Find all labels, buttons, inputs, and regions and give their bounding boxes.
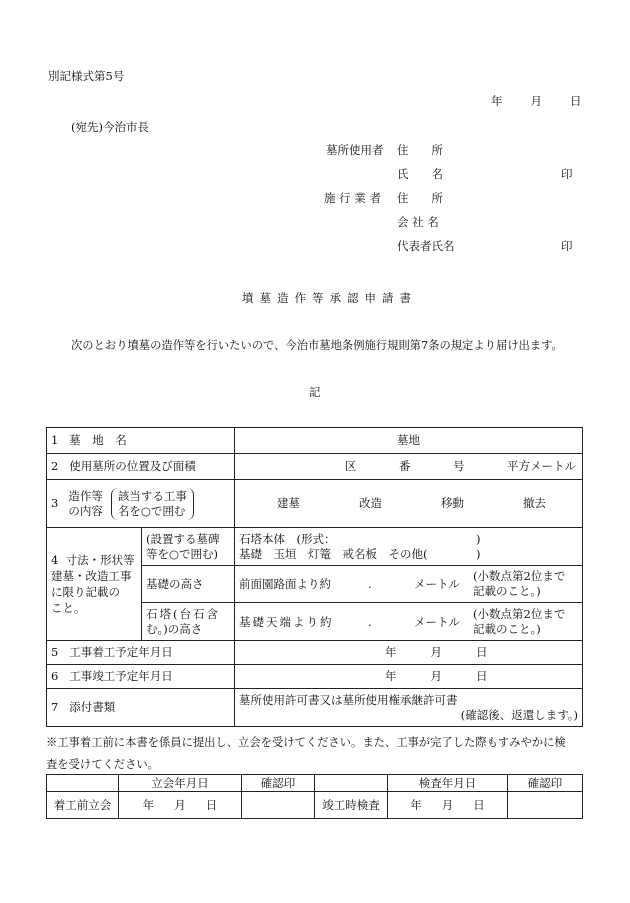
cemetery-suffix: 墓地 xyxy=(397,433,421,447)
option-build[interactable]: 建墓 xyxy=(277,496,301,510)
attachments-line1: 墓所使用許可書又は墓所使用権承継許可書 xyxy=(239,692,458,707)
monument-line1: 石塔本体 (形式： xyxy=(239,531,336,546)
post-confirm-cell[interactable] xyxy=(508,792,583,819)
foundation-dot: . xyxy=(368,577,372,591)
foundation-unit: メートル xyxy=(414,577,461,591)
post-day: 日 xyxy=(473,797,485,812)
row4-label1: 寸法・形状等 xyxy=(65,553,135,567)
monument-sub2: 等を○で囲む) xyxy=(146,546,219,561)
row2-label: 使用墓所の位置及び面積 xyxy=(69,459,196,473)
post-confirm-header: 確認印 xyxy=(508,775,583,792)
day-label: 日 xyxy=(570,94,582,108)
row4-label4: こと。 xyxy=(51,601,86,615)
attachments-line2: (確認後、返還します。) xyxy=(460,707,579,722)
foundation-sub-cell xyxy=(142,566,235,603)
post-label: 竣工時検査 xyxy=(315,792,388,819)
applicant-seal: 印 xyxy=(561,167,573,181)
monument-type-cell[interactable] xyxy=(235,528,583,566)
start-year: 年 xyxy=(385,645,397,659)
row1-label: 墓 地 名 xyxy=(69,433,127,447)
inspection-table xyxy=(46,774,583,819)
pre-day: 日 xyxy=(205,797,218,812)
start-month: 月 xyxy=(430,645,443,659)
row3-label-cell xyxy=(47,480,235,528)
end-year: 年 xyxy=(385,669,397,683)
blank-header-cell-2 xyxy=(315,775,388,792)
row3-num: 3 xyxy=(51,496,59,510)
pre-date-cell[interactable] xyxy=(119,792,242,819)
applicant-user-label: 墓所使用者 xyxy=(326,143,384,157)
applicant-address-label: 住 所 xyxy=(397,143,443,157)
row4-label-cell xyxy=(47,528,142,641)
tower-dot: . xyxy=(368,614,372,629)
form-id: 別記様式第5号 xyxy=(48,69,125,83)
row5-label-cell xyxy=(47,641,235,665)
post-date-header: 検査年月日 xyxy=(388,775,508,792)
row4-label3: に限り記載の xyxy=(51,585,120,599)
row7-label-cell xyxy=(47,689,235,727)
go-label: 号 xyxy=(453,459,465,473)
notice-line1: ※工事着工前に本書を係員に提出し、立会を受けてください。また、工事が完了した際もすみやかに検 xyxy=(46,736,566,749)
monument-close1: ) xyxy=(476,531,481,546)
start-day: 日 xyxy=(476,645,488,659)
end-day: 日 xyxy=(476,669,488,683)
tower-note2: 記載のこと。) xyxy=(473,621,541,636)
pre-date-header: 立会年月日 xyxy=(119,775,242,792)
tower-sub-cell xyxy=(142,603,235,641)
row3-bracket1: 該当する工事 xyxy=(117,488,187,503)
row1-label-cell xyxy=(47,428,235,454)
end-date-cell[interactable] xyxy=(235,665,583,689)
row7-num: 7 xyxy=(51,700,59,714)
monument-line2: 基礎 玉垣 灯篭 戒名板 その他( xyxy=(239,546,428,561)
pre-confirm-header: 確認印 xyxy=(242,775,315,792)
row4-num: 4 xyxy=(51,553,59,567)
document-title: 墳墓造作等承認申請書 xyxy=(242,291,417,305)
row5-label: 工事着工予定年月日 xyxy=(69,645,173,659)
ban-label: 番 xyxy=(399,459,411,473)
row6-label: 工事竣工予定年月日 xyxy=(69,669,173,683)
contractor-rep-label: 代表者氏名 xyxy=(397,239,455,253)
row6-label-cell xyxy=(47,665,235,689)
date-line xyxy=(491,93,582,109)
monument-sub-cell xyxy=(142,528,235,566)
row5-num: 5 xyxy=(51,645,59,659)
year-label: 年 xyxy=(491,94,503,108)
contractor-company-label: 会 社 名 xyxy=(397,215,439,229)
row6-num: 6 xyxy=(51,669,59,683)
row1-num: 1 xyxy=(51,433,59,447)
foundation-text: 前面園路面より約 xyxy=(239,577,332,591)
option-remove[interactable]: 撤去 xyxy=(523,496,547,510)
start-date-cell[interactable] xyxy=(235,641,583,665)
tower-sub2: む。)の高さ xyxy=(146,621,203,636)
contractor-address-label: 住 所 xyxy=(397,191,443,205)
pre-month: 月 xyxy=(174,797,186,812)
pre-year: 年 xyxy=(142,797,155,812)
tower-unit: メートル xyxy=(414,614,461,629)
row3-bracket2: 名を○で囲む xyxy=(117,503,186,518)
foundation-height-cell[interactable] xyxy=(235,566,583,603)
ki-label: 記 xyxy=(309,385,321,399)
ku-label: 区 xyxy=(345,459,357,473)
row7-label: 添付書類 xyxy=(69,700,116,714)
month-label: 月 xyxy=(530,94,542,108)
application-table xyxy=(46,427,583,727)
cemetery-name-cell[interactable] xyxy=(235,428,583,454)
row3-label2: の内容 xyxy=(68,503,103,518)
pre-confirm-cell[interactable] xyxy=(242,792,315,819)
row3-label1: 造作等 xyxy=(68,488,103,503)
area-unit: 平方メートル xyxy=(507,459,577,473)
tower-text: 基礎天端より約 xyxy=(239,614,334,629)
foundation-sub: 基礎の高さ xyxy=(146,576,204,591)
foundation-note2: 記載のこと。) xyxy=(473,584,541,598)
option-modify[interactable]: 改造 xyxy=(359,496,383,510)
notice-line2: 査を受けてください。 xyxy=(46,758,159,771)
tower-note1: (小数点第2位まで xyxy=(473,606,566,621)
option-move[interactable]: 移動 xyxy=(441,496,465,510)
contractor-seal: 印 xyxy=(561,239,573,253)
work-type-cell xyxy=(235,480,583,528)
post-year: 年 xyxy=(410,797,422,812)
applicant-name-label: 氏 名 xyxy=(397,167,443,181)
attachments-cell xyxy=(235,689,583,727)
row3-bracket-note xyxy=(111,488,194,520)
plot-location-cell[interactable] xyxy=(235,454,583,480)
addressee: (宛先)今治市長 xyxy=(71,120,149,134)
blank-header-cell xyxy=(47,775,119,792)
tower-sub1: 石塔(台石含 xyxy=(146,606,220,621)
foundation-note1: (小数点第2位まで xyxy=(473,569,566,583)
monument-sub1: (設置する墓碑 xyxy=(146,531,220,546)
post-date-cell[interactable] xyxy=(388,792,508,819)
tower-height-cell[interactable] xyxy=(235,603,583,641)
row2-num: 2 xyxy=(51,459,59,473)
row4-label2: 建墓・改造工事 xyxy=(51,569,132,583)
contractor-label: 施 行 業 者 xyxy=(324,191,381,205)
monument-close2: ) xyxy=(476,546,481,561)
intro-text: 次のとおり墳墓の造作等を行いたいので、今治市墓地条例施行規則第7条の規定より届け出ます。 xyxy=(71,339,563,352)
pre-label: 着工前立会 xyxy=(47,792,119,819)
end-month: 月 xyxy=(430,669,443,683)
row2-label-cell xyxy=(47,454,235,480)
post-month: 月 xyxy=(441,797,454,812)
